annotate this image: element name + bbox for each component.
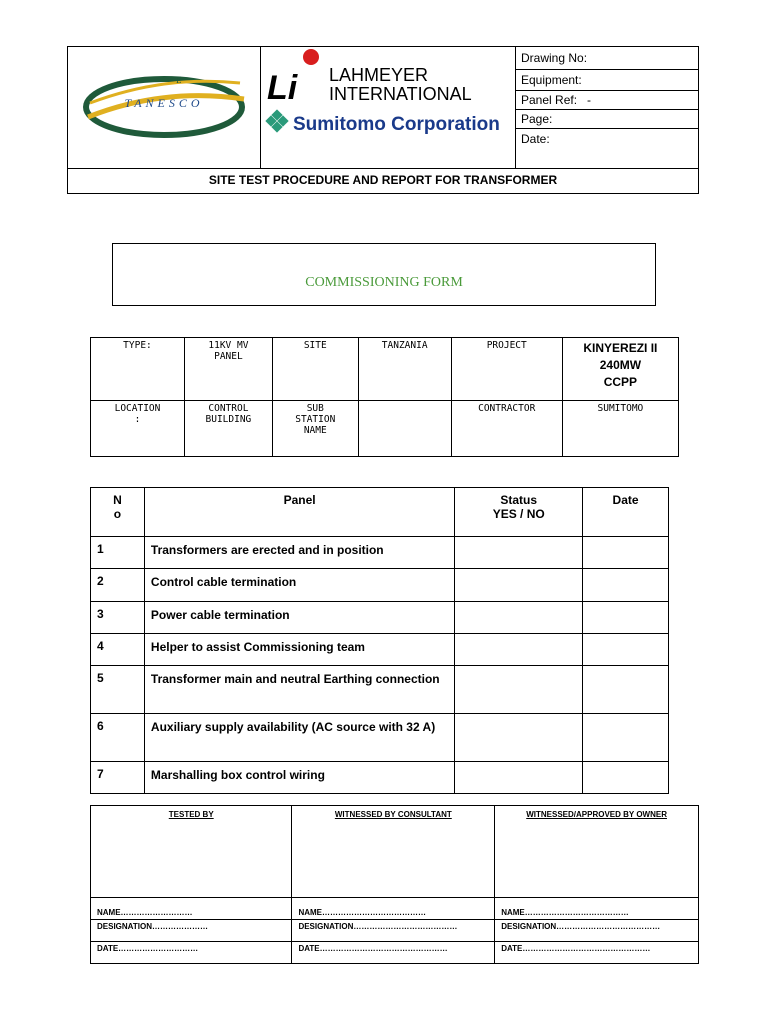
tanesco-logo [68,47,260,167]
project-label: PROJECT [451,338,562,401]
substation-value [358,401,451,457]
meta-equipment: Equipment: [516,70,698,91]
table-row: 1 Transformers are erected and in position [91,537,669,569]
location-label: LOCATION : [91,401,185,457]
owner-designation-field[interactable]: DESIGNATION………………………………… [495,920,699,942]
location-value: CONTROL BUILDING [184,401,272,457]
meta-panel-ref: Panel Ref: - [516,91,698,110]
status-cell[interactable] [455,714,583,762]
col-header-panel: Panel [144,488,454,537]
owner-date-field[interactable]: DATE………………………………………… [495,942,699,964]
project-info-table [90,337,679,457]
logo-tag: E [176,75,182,85]
logo-text: TANESCO [124,96,204,110]
document-meta [516,47,700,168]
status-cell[interactable] [455,762,583,794]
lahmeyer-sumitomo-logo [261,47,515,167]
sumitomo-text: Sumitomo Corporation [293,114,500,135]
project-value: KINYEREZI II 240MW CCPP [562,338,678,401]
date-cell[interactable] [583,537,669,569]
table-row: 6 Auxiliary supply availability (AC source with 32 A) [91,714,669,762]
table-row: 3 Power cable termination [91,602,669,634]
tested-by-header: TESTED BY [91,806,292,898]
tested-name-field[interactable]: NAME……………………… [91,898,292,920]
table-row: 2 Control cable termination [91,569,669,602]
sumitomo-diamond-icon [265,109,288,132]
site-label: SITE [272,338,358,401]
signature-table [90,805,699,964]
tested-date-field[interactable]: DATE………………………… [91,942,292,964]
li-monogram: Li [267,69,298,107]
col-header-status: Status YES / NO [455,488,583,537]
meta-page: Page: [516,110,698,129]
contractor-label: CONTRACTOR [451,401,562,457]
consultant-date-field[interactable]: DATE………………………………………… [292,942,495,964]
meta-drawing-no: Drawing No: [516,47,698,70]
status-cell[interactable] [455,602,583,634]
status-cell[interactable] [455,569,583,602]
lahmeyer-text: LAHMEYER [329,65,429,85]
consultant-header: WITNESSED BY CONSULTANT [292,806,495,898]
tested-designation-field[interactable]: DESIGNATION………………… [91,920,292,942]
date-cell[interactable] [583,634,669,666]
date-cell[interactable] [583,569,669,602]
status-cell[interactable] [455,666,583,714]
col-header-date: Date [583,488,669,537]
site-value: TANZANIA [358,338,451,401]
document-header [67,46,699,194]
international-text: INTERNATIONAL [329,84,472,104]
date-cell[interactable] [583,762,669,794]
date-cell[interactable] [583,714,669,762]
tanesco-logo-cell [68,47,261,168]
partner-logos-cell [261,47,516,168]
type-value: 11KV MV PANEL [184,338,272,401]
checklist-table [90,487,669,794]
status-cell[interactable] [455,537,583,569]
table-row: 4 Helper to assist Commissioning team [91,634,669,666]
type-label: TYPE: [91,338,185,401]
document-title: SITE TEST PROCEDURE AND REPORT FOR TRANSFORMER [68,168,698,193]
owner-header: WITNESSED/APPROVED BY OWNER [495,806,699,898]
substation-label: SUB STATION NAME [272,401,358,457]
table-row: 7 Marshalling box control wiring [91,762,669,794]
owner-name-field[interactable]: NAME………………………………… [495,898,699,920]
date-cell[interactable] [583,666,669,714]
date-cell[interactable] [583,602,669,634]
form-title: COMMISSIONING FORM [112,243,656,306]
contractor-value: SUMITOMO [562,401,678,457]
status-cell[interactable] [455,634,583,666]
col-header-no: N o [91,488,145,537]
meta-date: Date: [521,132,550,146]
table-row: 5 Transformer main and neutral Earthing connection [91,666,669,714]
consultant-name-field[interactable]: NAME………………………………… [292,898,495,920]
consultant-designation-field[interactable]: DESIGNATION………………………………… [292,920,495,942]
